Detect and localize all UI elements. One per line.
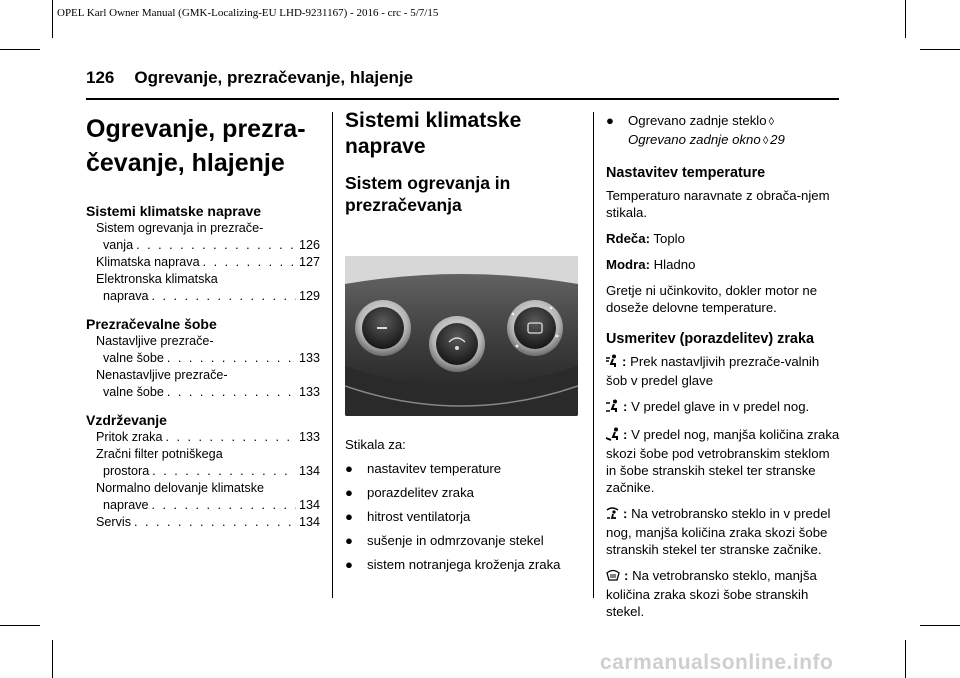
paragraph: Modra: Hladno bbox=[606, 257, 696, 272]
cross-reference-link[interactable]: Ogrevano zadnje okno ◊ 29 bbox=[628, 132, 785, 147]
toc-section-heading: Vzdrževanje bbox=[86, 412, 167, 428]
column-divider bbox=[332, 112, 333, 598]
section-heading: Sistemi klimatske naprave bbox=[345, 109, 522, 158]
toc-entry[interactable]: Nenastavljive prezrače- valne šobe . . . 133 bbox=[86, 367, 320, 401]
intro-text: Stikala za: bbox=[345, 437, 406, 452]
subsection-heading: Nastavitev temperature bbox=[606, 165, 766, 181]
climate-control-panel-photo bbox=[345, 256, 578, 416]
chapter-toc bbox=[86, 112, 320, 531]
column-divider bbox=[593, 112, 594, 598]
subsection-heading: Usmeritev (porazdelitev) zraka bbox=[606, 331, 814, 347]
running-header bbox=[86, 68, 413, 88]
face-feet-icon bbox=[606, 399, 619, 417]
crop-mark bbox=[920, 625, 960, 626]
windscreen-feet-icon bbox=[606, 506, 619, 524]
list-item: ● sistem notranjega kroženja zraka bbox=[345, 557, 561, 572]
toc-entry[interactable]: Zračni filter potniškega prostora . . . 134 bbox=[86, 446, 320, 480]
list-item: : V predel nog, manjša količina zraka skozi šobe pod vetrobranskim steklom in šobe stranskih stekel ter stranske začnike. bbox=[606, 427, 840, 495]
column-climate-systems bbox=[345, 108, 577, 573]
toc-entry[interactable]: Klimatska naprava . . . 127 bbox=[86, 254, 320, 271]
subsection-heading: Sistem ogrevanja in prezračevanja bbox=[345, 173, 511, 215]
list-item: ● sušenje in odmrzovanje stekel bbox=[345, 533, 544, 548]
toc-section bbox=[86, 411, 320, 531]
toc-entry[interactable]: Elektronska klimatska naprava . . . 129 bbox=[86, 271, 320, 305]
crop-mark bbox=[0, 625, 40, 626]
toc-entry[interactable]: Pritok zraka . . . 133 bbox=[86, 429, 320, 446]
print-meta-header: OPEL Karl Owner Manual (GMK-Localizing-EU LHD-9231167) - 2016 - crc - 5/7/15 bbox=[57, 7, 439, 19]
toc-section-heading: Prezračevalne šobe bbox=[86, 316, 217, 332]
windscreen-icon bbox=[606, 568, 620, 586]
list-item: ● nastavitev temperature bbox=[345, 461, 502, 476]
toc-entry[interactable]: Normalno delovanje klimatske naprave . . . 134 bbox=[86, 480, 320, 514]
toc-section-heading: Sistemi klimatske naprave bbox=[86, 203, 262, 219]
header-rule bbox=[86, 98, 839, 100]
paragraph: Rdeča: Toplo bbox=[606, 231, 685, 246]
crop-mark bbox=[905, 0, 906, 38]
toc-entry[interactable]: Nastavljive prezrače- valne šobe . . . 133 bbox=[86, 333, 320, 367]
toc-section bbox=[86, 315, 320, 401]
list-item: : Prek nastavljivih prezrače-valnih šob v predel glave bbox=[606, 354, 820, 388]
switch-list bbox=[345, 460, 577, 573]
reference-icon: ◊ bbox=[768, 116, 774, 128]
paragraph: Gretje ni učinkovito, dokler motor ne doseže delovne temperature. bbox=[606, 283, 818, 315]
feet-icon bbox=[606, 427, 619, 445]
toc-section bbox=[86, 202, 320, 305]
crop-mark bbox=[920, 49, 960, 50]
page-number: 126 bbox=[86, 68, 115, 87]
crop-mark bbox=[0, 49, 40, 50]
list-item: ● Ogrevano zadnje steklo ◊ Ogrevano zadnje okno ◊ 29 bbox=[606, 113, 785, 147]
crop-mark bbox=[52, 640, 53, 678]
crop-mark bbox=[52, 0, 53, 38]
list-item: ● porazdelitev zraka bbox=[345, 485, 475, 500]
watermark: carmanualsonline.info bbox=[600, 651, 834, 674]
list-item: : V predel glave in v predel nog. bbox=[606, 398, 842, 417]
list-item: : Na vetrobransko steklo, manjša količina zraka skozi šobe stranskih stekel. bbox=[606, 568, 817, 619]
list-item: ● hitrost ventilatorja bbox=[345, 509, 471, 524]
list-item: : Na vetrobransko steklo in v predel nog, manjša količina zraka skozi šobe stranskih stekel ter stranske začnike. bbox=[606, 506, 831, 557]
face-vent-icon bbox=[606, 354, 618, 372]
column-temperature-distribution bbox=[606, 112, 842, 629]
chapter-heading: Ogrevanje, prezra- čevanje, hlajenje bbox=[86, 115, 306, 177]
toc-entry[interactable]: Sistem ogrevanja in prezrače- vanja . . . 126 bbox=[86, 220, 320, 254]
toc-entry[interactable]: Servis . . . 134 bbox=[86, 514, 320, 531]
paragraph: Temperaturo naravnate z obrača-njem stikala. bbox=[606, 188, 830, 220]
crop-mark bbox=[905, 640, 906, 678]
chapter-title: Ogrevanje, prezračevanje, hlajenje bbox=[134, 68, 414, 87]
